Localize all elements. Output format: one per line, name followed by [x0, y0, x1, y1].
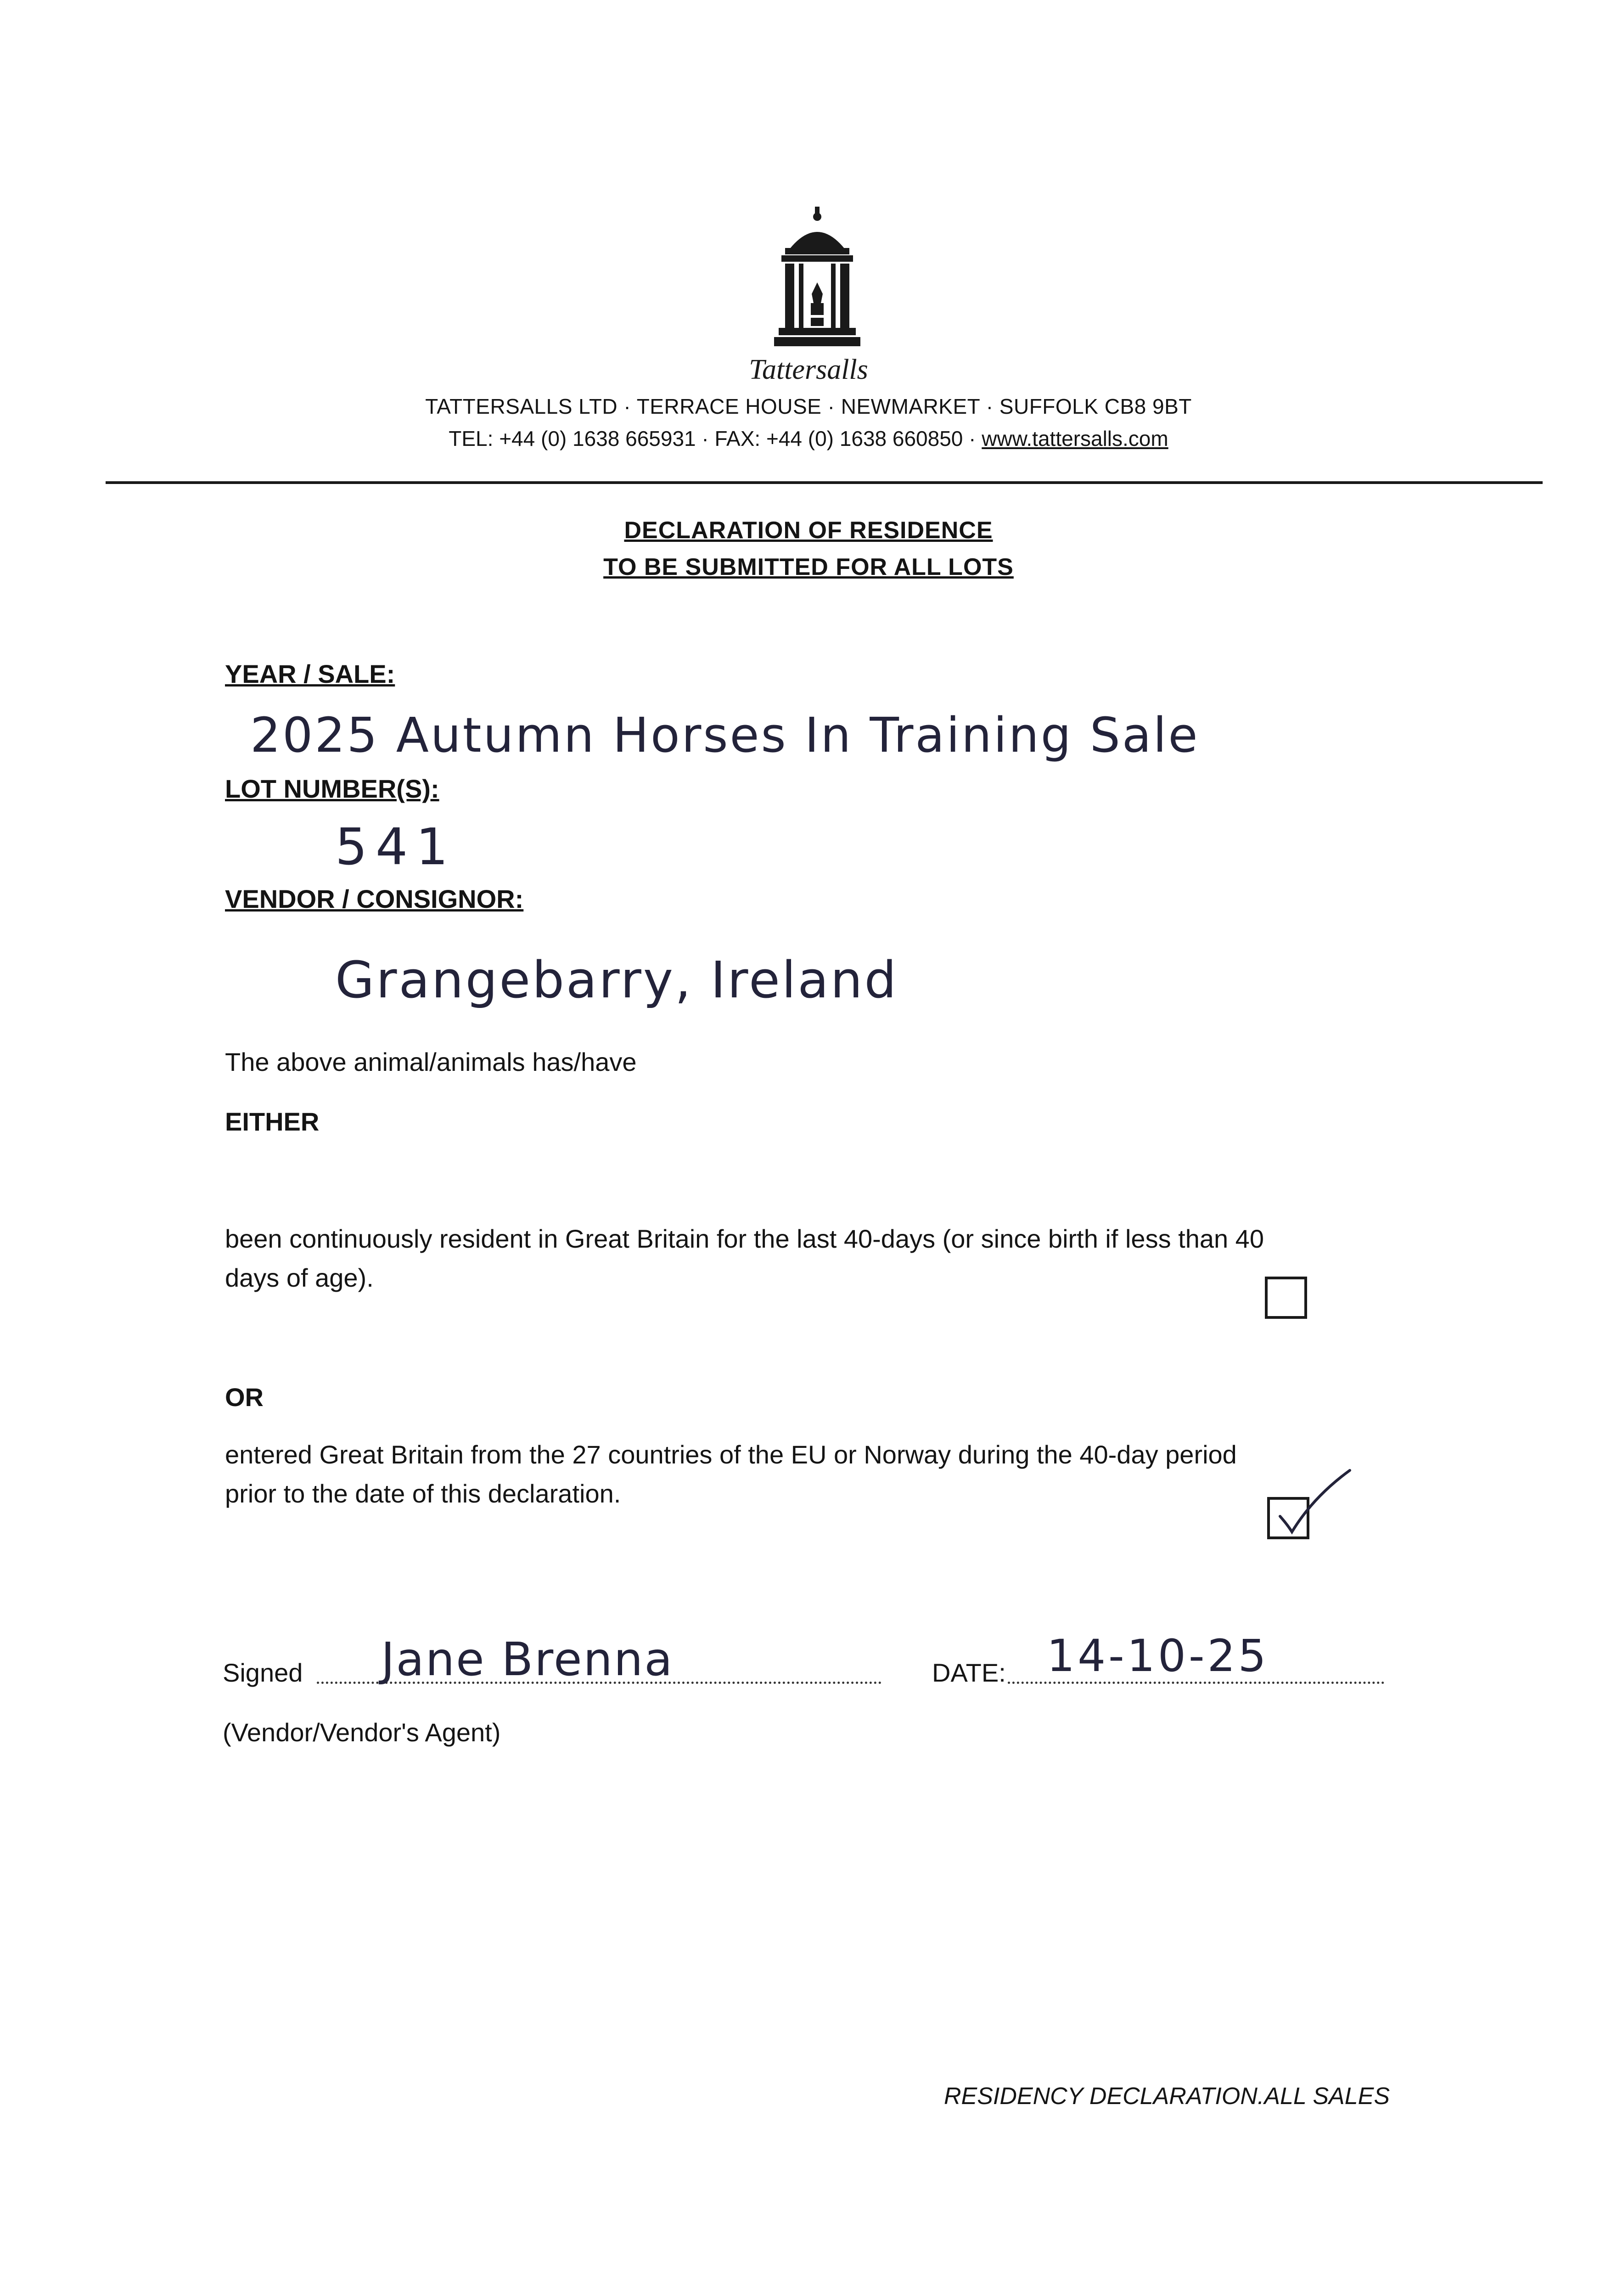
- form-subtitle: TO BE SUBMITTED FOR ALL LOTS: [603, 554, 1014, 580]
- option2-text-line1: entered Great Britain from the 27 countries of the EU or Norway during the 40-day period: [225, 1440, 1237, 1469]
- address-line: TATTERSALLS LTD · TERRACE HOUSE · NEWMARKET · SUFFOLK CB8 9BT: [425, 394, 1192, 418]
- brand-name: Tattersalls: [749, 354, 868, 385]
- year-sale-value[interactable]: 2025 Autumn Horses In Training Sale: [250, 707, 1200, 763]
- website-link[interactable]: www.tattersalls.com: [982, 427, 1168, 450]
- date-line: [1008, 1682, 1384, 1684]
- checkmark-icon: [1272, 1465, 1354, 1538]
- contact-line: [0, 426, 1617, 451]
- lot-number-value[interactable]: 541: [335, 817, 456, 876]
- date-label: DATE:: [932, 1658, 1006, 1687]
- year-sale-label: YEAR / SALE:: [225, 659, 395, 688]
- lot-number-label: LOT NUMBER(S):: [225, 774, 439, 803]
- statement-intro: The above animal/animals has/have: [225, 1047, 637, 1076]
- signed-label: Signed: [223, 1658, 303, 1687]
- vendor-value[interactable]: Grangebarry, Ireland: [335, 951, 898, 1009]
- option1-checkbox[interactable]: [1265, 1277, 1307, 1319]
- vendor-label: VENDOR / CONSIGNOR:: [225, 884, 524, 913]
- tattersalls-logo: [771, 207, 863, 349]
- form-title: DECLARATION OF RESIDENCE: [624, 517, 993, 544]
- option2-text-line2: prior to the date of this declaration.: [225, 1479, 621, 1508]
- footer-text: RESIDENCY DECLARATION.ALL SALES: [943, 2083, 1390, 2110]
- header-rule: [106, 481, 1543, 484]
- signer-role: (Vendor/Vendor's Agent): [223, 1718, 501, 1747]
- contact-numbers: TEL: +44 (0) 1638 665931 · FAX: +44 (0) 1638 660850 ·: [449, 427, 982, 450]
- or-label: OR: [225, 1383, 264, 1412]
- signature-value[interactable]: Jane Brenna: [381, 1632, 674, 1686]
- either-label: EITHER: [225, 1107, 320, 1136]
- option1-text-line1: been continuously resident in Great Britain for the last 40-days (or since birth if less than 40: [225, 1224, 1264, 1253]
- date-value[interactable]: 14-10-25: [1047, 1630, 1269, 1682]
- option1-text-line2: days of age).: [225, 1263, 374, 1292]
